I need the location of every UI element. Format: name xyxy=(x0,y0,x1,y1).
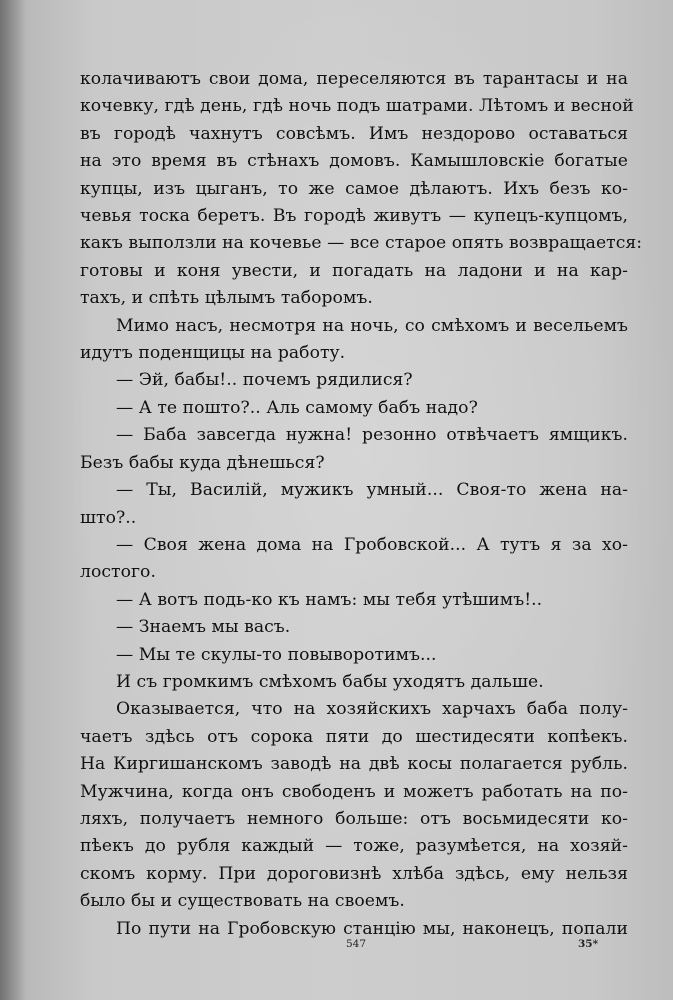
text-line: чаетъ здѣсь отъ сорока пяти до шестидесяти копѣекъ. xyxy=(80,726,628,747)
text-line: на это время въ стѣнахъ домовъ. Камышловскіе богатые xyxy=(80,151,628,172)
dialogue-line: — Ты, Василій, мужикъ умный... Своя-то жена на- xyxy=(116,480,628,501)
page-number: 547 xyxy=(346,938,367,950)
dialogue-line: — А вотъ подь-ко къ намъ: мы тебя утѣшимъ!.. xyxy=(116,589,543,610)
text-line: идутъ поденщицы на работу. xyxy=(80,343,346,364)
text-line: купцы, изъ цыганъ, то же самое дѣлаютъ. Ихъ безъ ко- xyxy=(80,178,628,199)
text-line: кочевку, гдѣ день, гдѣ ночь подъ шатрами. Лѣтомъ и весной xyxy=(80,96,634,117)
text-line: скомъ корму. При дороговизнѣ хлѣба здѣсь, ему нельзя xyxy=(80,863,628,884)
text-line: ляхъ, получаетъ немного больше: отъ восьмидесяти ко- xyxy=(80,808,628,829)
text-line: И съ громкимъ смѣхомъ бабы уходятъ дальше. xyxy=(116,671,544,692)
text-line: што?.. xyxy=(80,507,137,528)
text-line: тахъ, и спѣть цѣлымъ таборомъ. xyxy=(80,288,373,309)
text-line: Мимо насъ, несмотря на ночь, со смѣхомъ и весельемъ xyxy=(116,315,628,336)
text-line: колачиваютъ свои дома, переселяются въ тарантасы и на xyxy=(80,69,628,89)
dialogue-line: — Знаемъ мы васъ. xyxy=(116,617,291,638)
text-line: лостого. xyxy=(80,562,156,583)
text-line: По пути на Гробовскую станцію мы, наконецъ, попали xyxy=(116,918,628,939)
dialogue-line: — Баба завсегда нужна! резонно отвѣчаетъ ямщикъ. xyxy=(116,425,628,446)
text-line: Оказывается, что на хозяйскихъ харчахъ баба полу- xyxy=(116,699,628,720)
text-line: готовы и коня увести, и погадать на ладони и на кар- xyxy=(80,260,628,281)
text-line: было бы и существовать на своемъ. xyxy=(80,891,405,912)
text-line: На Киргишанскомъ заводѣ на двѣ косы полагается рубль. xyxy=(80,754,628,775)
dialogue-line: — Своя жена дома на Гробовской... А тутъ я за хо- xyxy=(116,534,628,555)
dialogue-line: — Мы те скулы-то повыворотимъ... xyxy=(116,644,437,665)
dialogue-line: — А те пошто?.. Аль самому бабъ надо? xyxy=(116,397,478,418)
text-line: пѣекъ до рубля каждый — тоже, разумѣется, на хозяй- xyxy=(80,836,628,857)
text-line: Мужчина, когда онъ свободенъ и можетъ работать на по- xyxy=(80,781,628,802)
dialogue-line: — Эй, бабы!.. почемъ рядилися? xyxy=(116,370,413,391)
text-line: какъ выползли на кочевье — все старое опять возвращается: xyxy=(80,233,643,254)
text-line: чевья тоска беретъ. Въ городѣ живутъ — купецъ-купцомъ, xyxy=(80,206,628,227)
text-line: въ городѣ чахнутъ совсѣмъ. Имъ нездорово оставаться xyxy=(80,123,628,144)
text-line: Безъ бабы куда дѣнешься? xyxy=(80,452,325,473)
body-text xyxy=(80,66,643,943)
signature-mark: 35* xyxy=(578,938,599,950)
